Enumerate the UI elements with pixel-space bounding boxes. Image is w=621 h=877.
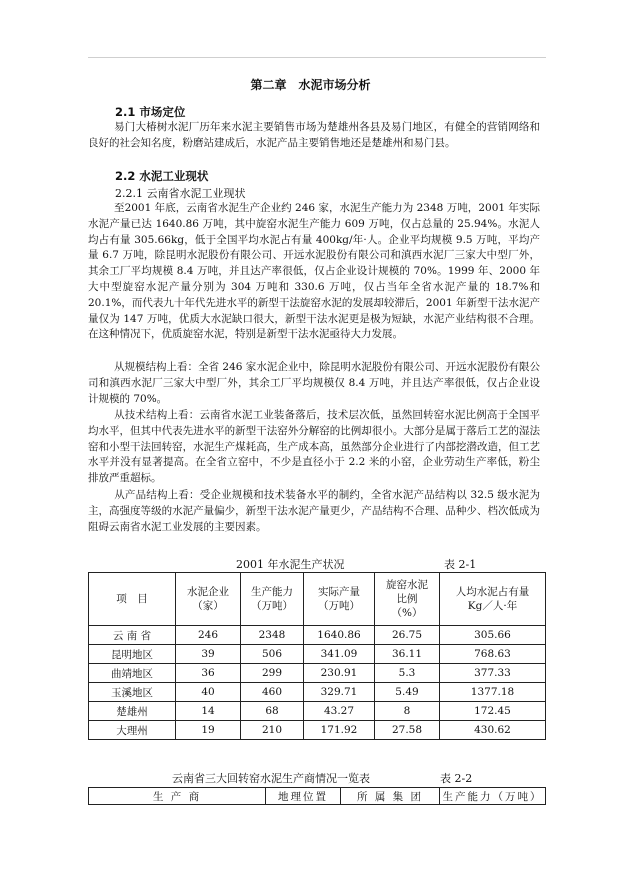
cell-region: 玉溪地区: [89, 683, 176, 702]
header-enterprises: 水泥企业 （家）: [176, 573, 241, 626]
paragraph-overview: 至2001 年底，云南省水泥生产企业约 246 家，水泥生产能力为 2348 万吨，2001 年实际水泥产量已达 1640.86 万吨，其中旋窑水泥生产能力 609 万吨，仅占总量的 25.94%。水泥人均占有量 305.66kg，低于全国平均水泥占有量 400kg/年·人。企业平均规模 9.5 万吨，平均产量 6.7 万吨，除昆明水泥股份有限公司、开远水泥股份有限公司和滇西水泥厂三家大中型厂外，其余工厂平均规模 8.4 万吨，并且达产率很低，仅占企业设计规模的 70%。1999 年、2000 年大中型旋窑水泥产量分别为 304 万吨和 330.6 万吨，仅占当年全省水泥产量的 18.7%和 20.1%，而代表九十年代先进水平的新型干法旋窑水泥的发展却较滞后，2001 年新型干法水泥产量仅为 147 万吨，优质大水泥缺口很大，新型干法水泥更是极为短缺，水泥产业结构很不合理。在这种情况下，优质旋窑水泥，特别是新型干法水泥亟待大力发展。: [88, 202, 540, 341]
cell-rotary-ratio: 5.49: [375, 683, 440, 702]
header-producer: 生 产 商: [89, 788, 266, 805]
header-rule: [88, 57, 546, 58]
header-location: 地理位置: [266, 788, 341, 805]
paragraph-tech-structure: 从技术结构上看：云南省水泥工业装备落后，技术层次低，虽然回转窑水泥比例高于全国平均水平，但其中代表先进水平的新型干法窑外分解窑的比例却很小。大部分是属于落后工艺的湿法窑和小型干法回转窑，水泥生产煤耗高，生产成本高，虽然部分企业进行了内部挖潜改造，但工艺水平并没有显著提高。在全省立窑中，不少是直径小于 2.2 米的小窑，企业劳动生产率低，粉尘排放严重超标。: [88, 409, 540, 485]
cement-production-table: [88, 572, 546, 740]
cell-region: 楚雄州: [89, 702, 176, 721]
cell-capacity: 460: [241, 683, 304, 702]
cell-enterprises: 14: [176, 702, 241, 721]
table1-caption: 2001 年水泥生产状况: [236, 558, 345, 571]
table1-label: 表 2-1: [444, 558, 477, 571]
table-row: [89, 626, 546, 645]
cell-per-capita: 1377.18: [440, 683, 546, 702]
table-row: [89, 721, 546, 740]
header-item: 项 目: [89, 573, 176, 626]
header-capacity: 生产能力（万吨）: [440, 788, 546, 805]
cell-enterprises: 40: [176, 683, 241, 702]
cell-enterprises: 36: [176, 664, 241, 683]
cell-capacity: 2348: [241, 626, 304, 645]
cell-enterprises: 19: [176, 721, 241, 740]
header-group: 所 属 集 团: [341, 788, 440, 805]
cell-region: 大理州: [89, 721, 176, 740]
header-per-capita: 人均水泥占有量 Kg／人·年: [440, 573, 546, 626]
cell-per-capita: 305.66: [440, 626, 546, 645]
cell-rotary-ratio: 26.75: [375, 626, 440, 645]
cell-enterprises: 246: [176, 626, 241, 645]
cell-output: 43.27: [304, 702, 375, 721]
cell-capacity: 299: [241, 664, 304, 683]
cell-output: 171.92: [304, 721, 375, 740]
cell-per-capita: 172.45: [440, 702, 546, 721]
cell-capacity: 68: [241, 702, 304, 721]
header-output: 实际产量 （万吨）: [304, 573, 375, 626]
section-2-2-1-title: 2.2.1 云南省水泥工业现状: [115, 187, 246, 200]
table-row: [89, 702, 546, 721]
cell-region: 昆明地区: [89, 645, 176, 664]
cell-output: 329.71: [304, 683, 375, 702]
table-row: [89, 683, 546, 702]
cell-rotary-ratio: 27.58: [375, 721, 440, 740]
cell-region: 云 南 省: [89, 626, 176, 645]
section-2-2-title: 2.2 水泥工业现状: [115, 169, 209, 183]
section-2-1-text: 易门大椿树水泥厂历年来水泥主要销售市场为楚雄州各县及易门地区，有健全的营销网络和良好的社会知名度，粉磨站建成后，水泥产品主要销售地还是楚雄州和易门县。: [88, 121, 540, 149]
table-header-row: [89, 573, 546, 626]
cell-region: 曲靖地区: [89, 664, 176, 683]
header-capacity: 生产能力 （万吨）: [241, 573, 304, 626]
table-row: [89, 664, 546, 683]
section-2-1-title: 2.1 市场定位: [115, 105, 186, 119]
cell-per-capita: 768.63: [440, 645, 546, 664]
cell-output: 341.09: [304, 645, 375, 664]
chapter-title: 第二章 水泥市场分析: [250, 78, 371, 92]
cell-rotary-ratio: 8: [375, 702, 440, 721]
table2-caption: 云南省三大回转窑水泥生产商情况一览表: [172, 772, 370, 785]
cell-output: 230.91: [304, 664, 375, 683]
cell-enterprises: 39: [176, 645, 241, 664]
paragraph-scale-structure: 从规模结构上看：全省 246 家水泥企业中，除昆明水泥股份有限公司、开远水泥股份有限公司和滇西水泥厂三家大中型厂外，其余工厂平均规模仅 8.4 万吨，并且达产率很低，仅占企业设计规模的 70%。: [88, 361, 540, 405]
cell-per-capita: 377.33: [440, 664, 546, 683]
cell-rotary-ratio: 5.3: [375, 664, 440, 683]
rotary-kiln-producers-table: [88, 787, 546, 805]
header-rotary-ratio: 旋窑水泥 比例 （%）: [375, 573, 440, 626]
cell-output: 1640.86: [304, 626, 375, 645]
paragraph-product-structure: 从产品结构上看：受企业规模和技术装备水平的制约，全省水泥产品结构以 32.5 级水泥为主，高强度等级的水泥产量偏少，新型干法水泥产量更少，产品结构不合理、品种少、档次低成为阻碍云南省水泥工业发展的主要因素。: [88, 489, 540, 533]
table2-label: 表 2-2: [440, 772, 473, 785]
cell-per-capita: 430.62: [440, 721, 546, 740]
table-header-row: [89, 788, 546, 805]
cell-rotary-ratio: 36.11: [375, 645, 440, 664]
table-row: [89, 645, 546, 664]
cell-capacity: 506: [241, 645, 304, 664]
cell-capacity: 210: [241, 721, 304, 740]
